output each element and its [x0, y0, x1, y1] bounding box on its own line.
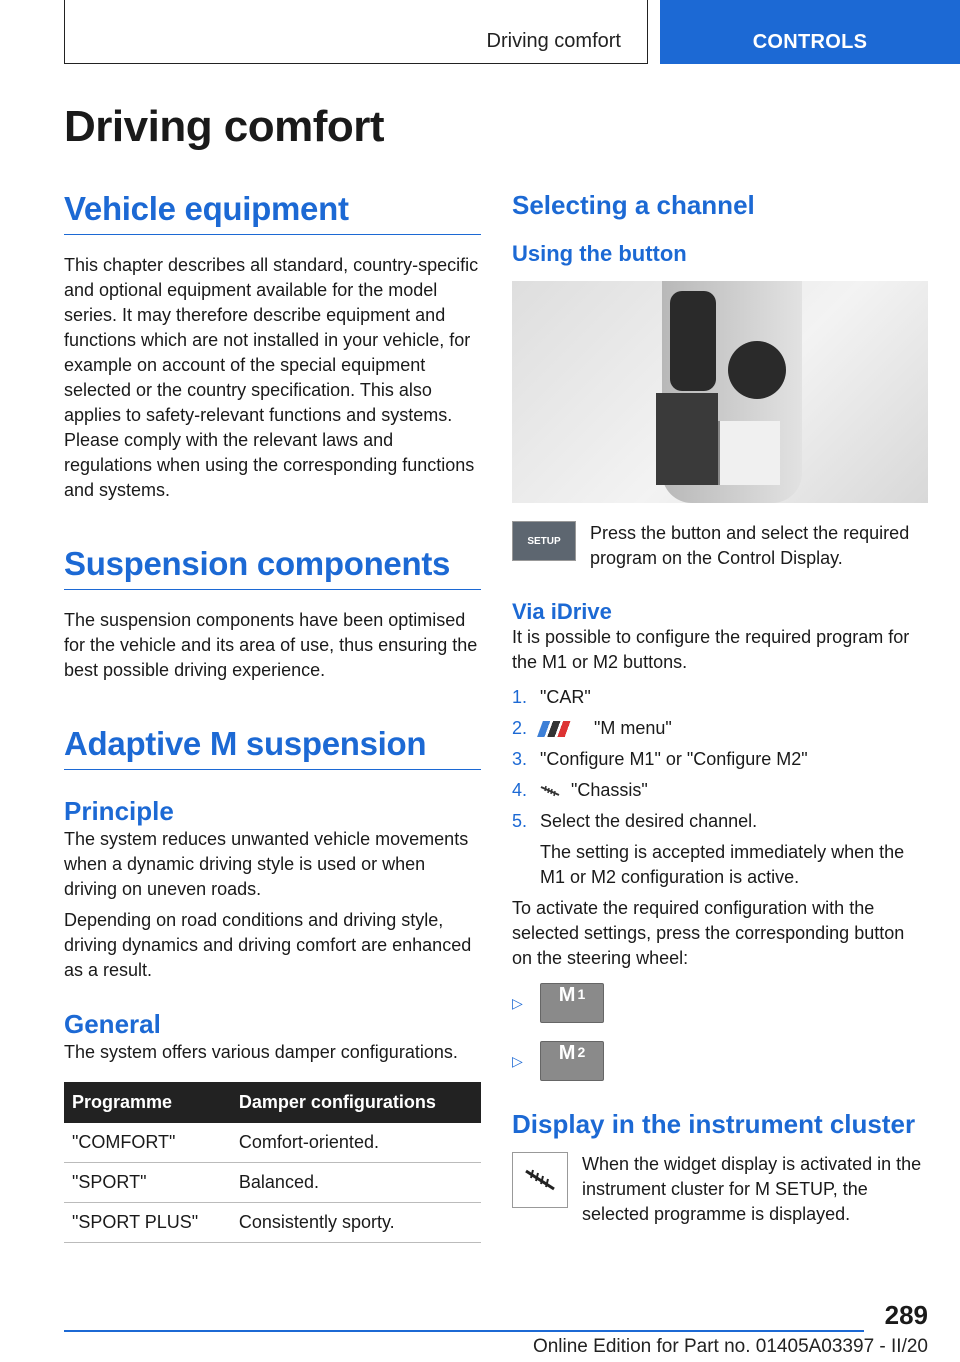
principle-text-2: Depending on road conditions and driving style, driving dynamics and driving comfort are enhanced as a result. [64, 910, 472, 980]
general-text: The system offers various damper configurations. [64, 1042, 458, 1062]
table-row [64, 1203, 481, 1243]
list-item [512, 809, 928, 834]
table-cell: Consistently sporty. [231, 1203, 481, 1243]
header-section-title: Driving comfort [486, 30, 621, 52]
damper-table [64, 1082, 481, 1243]
table-header-programme: Programme [64, 1082, 231, 1123]
activate-text: To activate the required configuration with the selected settings, press the corresponding button on the steering wheel: [512, 898, 905, 968]
step-text: "CAR" [540, 687, 591, 707]
left-column [64, 190, 481, 1243]
button-panel-shape [656, 393, 718, 485]
list-item [512, 716, 928, 741]
display-text: When the widget display is activated in the instrument cluster for M SETUP, the selected programme is displayed. [582, 1154, 922, 1224]
principle-text-1: The system reduces unwanted vehicle movements when a dynamic driving style is used or when driving on uneven roads. [64, 829, 469, 899]
step-text: "Configure M1" or "Configure M2" [540, 749, 808, 769]
heading-suspension-components: Suspension components [64, 545, 481, 590]
steps-list [512, 685, 928, 834]
chassis-display-icon [512, 1152, 568, 1208]
table-cell: Comfort-oriented. [231, 1123, 481, 1163]
m2-button-icon: M 2 [540, 1041, 604, 1081]
heading-via-idrive: Via iDrive [512, 599, 612, 624]
display-row [512, 1152, 928, 1227]
list-item-m2 [512, 1041, 928, 1081]
step5-note: The setting is accepted immediately when the M1 or M2 configuration is active. [540, 842, 905, 887]
list-item-m1 [512, 983, 928, 1023]
setup-button-row [512, 521, 928, 571]
center-console-photo [512, 281, 928, 503]
suspension-text: The suspension components have been optimised for the vehicle and its area of use, thus ensuring the best possible driving experience. [64, 610, 478, 680]
idrive-text: It is possible to configure the required program for the M1 or M2 buttons. [512, 627, 910, 672]
table-cell: "SPORT PLUS" [64, 1203, 231, 1243]
setup-text: Press the button and select the required program on the Control Display. [590, 523, 910, 568]
table-cell: Balanced. [231, 1163, 481, 1203]
heading-selecting-channel: Selecting a channel [512, 190, 755, 220]
heading-general: General [64, 1009, 161, 1039]
idrive-knob-shape [728, 341, 786, 399]
right-column [512, 190, 928, 1227]
heading-display-instrument-cluster: Display in the instrument cluster [512, 1109, 916, 1139]
page-number: 289 [884, 1300, 928, 1330]
step-number: 4. [512, 780, 528, 800]
footer-edition: Online Edition for Part no. 01405A03397 - II/20 [532, 1336, 928, 1357]
step-number: 3. [512, 749, 528, 769]
list-item [512, 747, 928, 772]
bullet-triangle-icon: ▷ [512, 1052, 523, 1069]
header-chapter-tab [660, 0, 960, 64]
step-number: 5. [512, 811, 528, 831]
step-text: "Chassis" [571, 780, 648, 800]
table-cell: "SPORT" [64, 1163, 231, 1203]
header-section-box [64, 0, 648, 64]
table-row [64, 1163, 481, 1203]
footer-divider [64, 1330, 864, 1332]
bullet-triangle-icon: ▷ [512, 994, 523, 1011]
page-title: Driving comfort [64, 102, 385, 151]
table-cell: "COMFORT" [64, 1123, 231, 1163]
step-text: Select the desired channel. [540, 811, 758, 831]
heading-principle: Principle [64, 796, 174, 826]
chassis-icon [540, 784, 560, 798]
setup-button-icon: SETUP [512, 521, 576, 561]
header-chapter-label: CONTROLS [752, 31, 868, 53]
vehicle-equipment-text: This chapter describes all standard, country-specific and optional equipment available for the model series. It may therefore describe equipment and functions which are not installed in your vehicle, for example on account of the special equipment selected or the country specification. This also applies to safety-relevant functions and systems. Please comply with the relevant laws and regulations when using the corresponding functions and systems. [64, 255, 479, 500]
m-menu-icon [537, 721, 589, 737]
m1-button-icon: M 1 [540, 983, 604, 1023]
heading-adaptive-m-suspension: Adaptive M suspension [64, 725, 481, 770]
table-header-row [64, 1082, 481, 1123]
step-number: 2. [512, 718, 528, 738]
list-item [512, 685, 928, 710]
step-text: "M menu" [594, 718, 672, 738]
step-number: 1. [512, 687, 528, 707]
table-header-damper: Damper configurations [231, 1082, 481, 1123]
list-item [512, 778, 928, 803]
heading-vehicle-equipment: Vehicle equipment [64, 190, 481, 235]
heading-using-button: Using the button [512, 241, 687, 266]
control-panel-shape [718, 421, 780, 485]
table-row [64, 1123, 481, 1163]
gear-lever-shape [670, 291, 716, 391]
